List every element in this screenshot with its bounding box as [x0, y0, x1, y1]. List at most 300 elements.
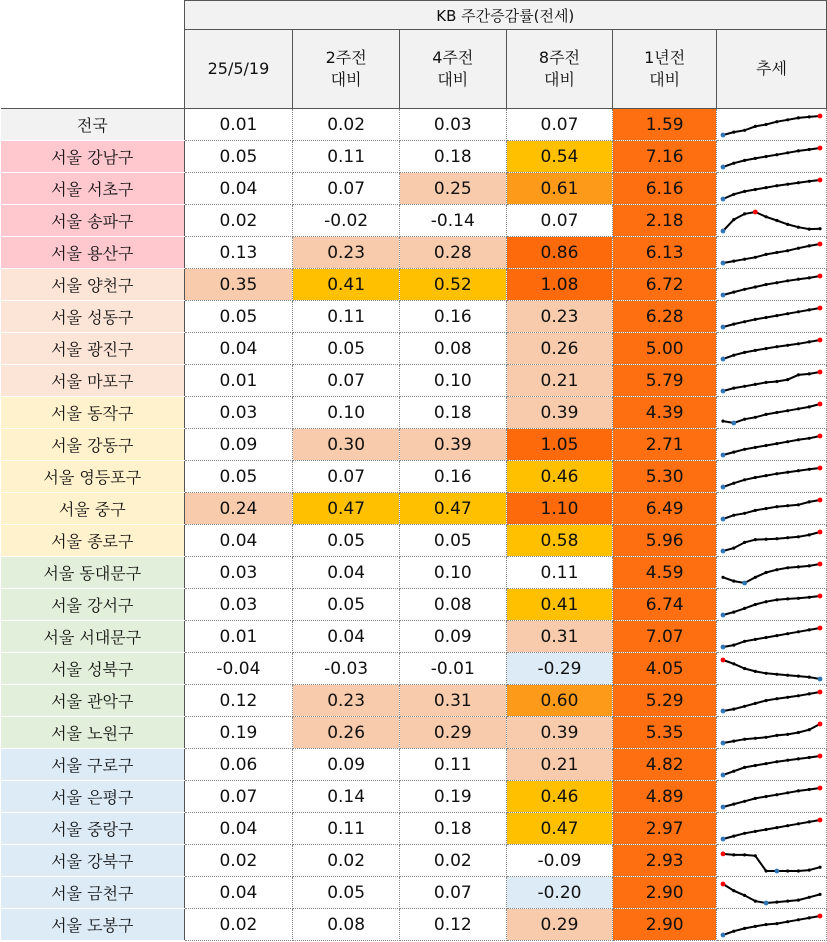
trend-point — [764, 283, 767, 286]
trend-point — [743, 351, 746, 354]
trend-point — [808, 148, 811, 151]
column-header-line: 대비 — [330, 70, 362, 89]
value-cell: 0.05 — [293, 877, 400, 909]
value-cell: 0.03 — [184, 397, 293, 429]
trend-cell — [716, 141, 826, 173]
trend-point — [797, 535, 800, 538]
value-cell: 7.07 — [613, 621, 717, 653]
trend-cell — [716, 781, 826, 813]
trend-point — [743, 738, 746, 741]
trend-point — [808, 228, 811, 231]
trend-point — [732, 611, 735, 614]
trend-point — [797, 630, 800, 633]
trend-point — [732, 218, 735, 221]
trend-high-point — [818, 274, 823, 279]
trend-sparkline — [717, 685, 826, 716]
trend-line — [723, 564, 820, 583]
trend-point — [754, 603, 757, 606]
value-cell: 5.79 — [613, 365, 717, 397]
trend-cell — [716, 269, 826, 301]
trend-low-point — [721, 229, 726, 234]
value-cell: -0.29 — [506, 653, 613, 685]
value-cell: 0.18 — [399, 141, 506, 173]
trend-cell — [716, 877, 826, 909]
trend-point — [743, 448, 746, 451]
region-label: 서울 성동구 — [1, 301, 185, 333]
trend-high-point — [818, 626, 823, 631]
column-header-line: 1년전 — [644, 48, 686, 67]
value-cell: 0.04 — [184, 877, 293, 909]
trend-line — [723, 212, 820, 231]
column-header-line: 추세 — [756, 59, 787, 78]
trend-cell — [716, 109, 826, 141]
trend-point — [775, 760, 778, 763]
region-label: 서울 성북구 — [1, 653, 185, 685]
value-cell: 0.08 — [399, 589, 506, 621]
value-cell: 0.25 — [399, 173, 506, 205]
trend-line — [723, 724, 820, 743]
trend-sparkline — [717, 109, 826, 140]
trend-point — [786, 249, 789, 252]
region-label: 서울 금천구 — [1, 877, 185, 909]
trend-point — [764, 636, 767, 639]
table-row — [1, 685, 827, 717]
table-row — [1, 365, 827, 397]
trend-point — [732, 740, 735, 743]
value-cell: 2.18 — [613, 205, 717, 237]
trend-point — [743, 541, 746, 544]
trend-sparkline — [717, 717, 826, 748]
trend-line — [723, 436, 820, 455]
value-cell: 0.01 — [184, 365, 293, 397]
trend-point — [797, 149, 800, 152]
trend-point — [754, 670, 757, 673]
trend-point — [743, 320, 746, 323]
value-cell: 0.47 — [506, 813, 613, 845]
trend-line — [723, 500, 820, 519]
trend-point — [732, 387, 735, 390]
region-label: 서울 강서구 — [1, 589, 185, 621]
trend-point — [808, 628, 811, 631]
value-cell: 0.09 — [184, 429, 293, 461]
value-cell: 4.59 — [613, 557, 717, 589]
trend-point — [764, 538, 767, 541]
trend-low-point — [721, 805, 726, 810]
value-cell: -0.20 — [506, 877, 613, 909]
table-row — [1, 525, 827, 557]
trend-point — [743, 832, 746, 835]
trend-sparkline — [717, 749, 826, 780]
trend-point — [743, 385, 746, 388]
region-label: 서울 강동구 — [1, 429, 185, 461]
trend-cell — [716, 909, 826, 941]
value-cell: 0.04 — [184, 333, 293, 365]
value-cell: 0.05 — [293, 333, 400, 365]
value-cell: 0.31 — [399, 685, 506, 717]
trend-point — [797, 731, 800, 734]
trend-point — [775, 598, 778, 601]
value-cell: 0.21 — [506, 749, 613, 781]
trend-point — [786, 378, 789, 381]
table-row — [1, 845, 827, 877]
trend-point — [786, 674, 789, 677]
trend-point — [764, 795, 767, 798]
column-header-line: 2주전 — [325, 48, 367, 67]
trend-point — [797, 694, 800, 697]
trend-line — [723, 116, 820, 135]
region-label: 서울 중구 — [1, 493, 185, 525]
value-cell: 0.23 — [506, 301, 613, 333]
value-cell: 6.16 — [613, 173, 717, 205]
trend-high-point — [818, 690, 823, 695]
trend-point — [797, 789, 800, 792]
trend-point — [797, 247, 800, 250]
trend-point — [808, 869, 811, 872]
value-cell: 0.07 — [506, 205, 613, 237]
trend-cell — [716, 749, 826, 781]
trend-point — [797, 407, 800, 410]
trend-low-point — [721, 165, 726, 170]
trend-point — [732, 803, 735, 806]
trend-point — [775, 826, 778, 829]
column-header-row — [1, 30, 827, 109]
trend-point — [786, 279, 789, 282]
corner-blank — [1, 1, 185, 30]
value-cell: 5.96 — [613, 525, 717, 557]
table-row — [1, 205, 827, 237]
trend-point — [808, 115, 811, 118]
trend-point — [764, 123, 767, 126]
trend-high-point — [818, 466, 823, 471]
region-label: 서울 구로구 — [1, 749, 185, 781]
value-cell: 0.41 — [506, 589, 613, 621]
trend-low-point — [721, 261, 726, 266]
value-cell: 0.19 — [399, 781, 506, 813]
trend-point — [754, 854, 757, 857]
value-cell: 0.54 — [506, 141, 613, 173]
trend-low-point — [731, 421, 736, 426]
table-row — [1, 749, 827, 781]
trend-sparkline — [717, 653, 826, 684]
table-row — [1, 397, 827, 429]
trend-point — [797, 503, 800, 506]
trend-point — [754, 446, 757, 449]
trend-sparkline — [717, 845, 826, 876]
trend-line — [723, 340, 820, 359]
trend-cell — [716, 717, 826, 749]
trend-line — [723, 854, 820, 871]
trend-low-point — [721, 293, 726, 298]
trend-point — [754, 576, 757, 579]
value-cell: 0.04 — [184, 525, 293, 557]
trend-low-point — [721, 613, 726, 618]
value-cell: 0.02 — [399, 845, 506, 877]
trend-point — [775, 345, 778, 348]
value-cell: -0.02 — [293, 205, 400, 237]
trend-point — [808, 756, 811, 759]
trend-point — [808, 692, 811, 695]
trend-point — [786, 824, 789, 827]
trend-point — [732, 889, 735, 892]
trend-point — [732, 662, 735, 665]
trend-point — [775, 568, 778, 571]
trend-point — [786, 183, 789, 186]
trend-high-point — [818, 530, 823, 535]
trend-line — [723, 788, 820, 807]
value-cell: 0.03 — [184, 557, 293, 589]
trend-point — [797, 116, 800, 119]
trend-high-point — [818, 146, 823, 151]
trend-sparkline — [717, 461, 826, 492]
table-row — [1, 493, 827, 525]
trend-line — [723, 276, 820, 295]
region-label: 서울 양천구 — [1, 269, 185, 301]
trend-cell — [716, 237, 826, 269]
trend-cell — [716, 845, 826, 877]
table-row — [1, 621, 827, 653]
trend-point — [754, 188, 757, 191]
trend-point — [764, 672, 767, 675]
column-header-2 — [399, 30, 506, 109]
value-cell: 0.04 — [293, 557, 400, 589]
trend-point — [808, 308, 811, 311]
value-cell: 0.46 — [506, 461, 613, 493]
trend-point — [786, 312, 789, 315]
value-cell: 0.01 — [184, 621, 293, 653]
trend-point — [808, 788, 811, 791]
value-cell: 0.02 — [184, 205, 293, 237]
trend-high-point — [818, 818, 823, 823]
trend-point — [775, 380, 778, 383]
trend-cell — [716, 589, 826, 621]
trend-point — [808, 596, 811, 599]
trend-point — [808, 180, 811, 183]
region-label: 서울 광진구 — [1, 333, 185, 365]
trend-point — [743, 607, 746, 610]
trend-low-point — [721, 549, 726, 554]
trend-point — [797, 869, 800, 872]
trend-point — [732, 131, 735, 134]
value-cell: 1.05 — [506, 429, 613, 461]
value-cell: 0.07 — [399, 877, 506, 909]
trend-point — [797, 757, 800, 760]
value-cell: 0.39 — [506, 397, 613, 429]
trend-low-point — [721, 645, 726, 650]
trend-high-point — [721, 658, 726, 663]
trend-point — [797, 278, 800, 281]
trend-high-point — [818, 594, 823, 599]
region-label: 서울 동대문구 — [1, 557, 185, 589]
trend-point — [775, 697, 778, 700]
trend-point — [786, 632, 789, 635]
trend-cell — [716, 621, 826, 653]
value-cell: 6.28 — [613, 301, 717, 333]
table-row — [1, 301, 827, 333]
region-label: 서울 종로구 — [1, 525, 185, 557]
region-label: 서울 마포구 — [1, 365, 185, 397]
value-cell: 4.82 — [613, 749, 717, 781]
trend-point — [786, 759, 789, 762]
trend-sparkline — [717, 557, 826, 588]
value-cell: 0.30 — [293, 429, 400, 461]
trend-point — [764, 699, 767, 702]
trend-low-point — [721, 389, 726, 394]
table-row — [1, 333, 827, 365]
trend-point — [808, 676, 811, 679]
trend-point — [743, 853, 746, 856]
value-cell: 0.26 — [293, 717, 400, 749]
trend-sparkline — [717, 397, 826, 428]
value-cell: 0.24 — [184, 493, 293, 525]
trend-point — [808, 405, 811, 408]
trend-high-point — [818, 722, 823, 727]
column-header-3 — [506, 30, 613, 109]
trend-point — [786, 344, 789, 347]
table-row — [1, 909, 827, 941]
trend-point — [808, 500, 811, 503]
trend-point — [775, 184, 778, 187]
table-row — [1, 781, 827, 813]
value-cell: 0.31 — [506, 621, 613, 653]
value-cell: -0.09 — [506, 845, 613, 877]
trend-cell — [716, 685, 826, 717]
trend-point — [732, 930, 735, 933]
value-cell: 2.71 — [613, 429, 717, 461]
trend-line — [723, 468, 820, 487]
trend-point — [786, 733, 789, 736]
value-cell: 0.03 — [184, 589, 293, 621]
value-cell: 0.47 — [399, 493, 506, 525]
trend-point — [743, 705, 746, 708]
trend-point — [754, 925, 757, 928]
trend-low-point — [721, 485, 726, 490]
value-cell: -0.01 — [399, 653, 506, 685]
trend-point — [797, 373, 800, 376]
trend-point — [775, 472, 778, 475]
trend-point — [808, 276, 811, 279]
table-body — [1, 109, 827, 941]
column-header-line: 8주전 — [538, 48, 581, 67]
value-cell: 0.39 — [399, 429, 506, 461]
region-label: 서울 영등포구 — [1, 461, 185, 493]
trend-point — [808, 916, 811, 919]
trend-cell — [716, 301, 826, 333]
trend-line — [723, 884, 820, 903]
value-cell: 4.89 — [613, 781, 717, 813]
trend-low-point — [721, 933, 726, 938]
trend-point — [808, 820, 811, 823]
trend-point — [732, 514, 735, 517]
value-cell: 0.09 — [293, 749, 400, 781]
trend-point — [732, 547, 735, 550]
value-cell: 0.02 — [184, 845, 293, 877]
trend-line — [723, 820, 820, 839]
region-label: 서울 강남구 — [1, 141, 185, 173]
trend-sparkline — [717, 429, 826, 460]
trend-cell — [716, 525, 826, 557]
trend-point — [743, 894, 746, 897]
trend-point — [808, 533, 811, 536]
value-cell: -0.03 — [293, 653, 400, 685]
value-cell: 0.52 — [399, 269, 506, 301]
trend-point — [754, 383, 757, 386]
trend-point — [808, 437, 811, 440]
trend-point — [754, 638, 757, 641]
trend-low-point — [721, 197, 726, 202]
trend-point — [797, 342, 800, 345]
trend-point — [732, 708, 735, 711]
value-cell: 0.18 — [399, 397, 506, 429]
trend-point — [764, 413, 767, 416]
table-row — [1, 109, 827, 141]
column-header-4 — [613, 30, 717, 109]
trend-point — [754, 476, 757, 479]
region-label: 서울 도봉구 — [1, 909, 185, 941]
trend-point — [786, 536, 789, 539]
trend-point — [797, 310, 800, 313]
trend-low-point — [764, 901, 769, 906]
value-cell: 0.46 — [506, 781, 613, 813]
trend-point — [786, 566, 789, 569]
trend-high-point — [818, 242, 823, 247]
trend-point — [754, 285, 757, 288]
trend-point — [797, 918, 800, 921]
value-cell: 0.21 — [506, 365, 613, 397]
trend-high-point — [721, 852, 726, 857]
trend-sparkline — [717, 877, 826, 908]
region-label: 서울 은평구 — [1, 781, 185, 813]
trend-point — [764, 253, 767, 256]
trend-high-point — [818, 306, 823, 311]
value-cell: 0.16 — [399, 461, 506, 493]
value-cell: 0.04 — [184, 813, 293, 845]
trend-sparkline — [717, 173, 826, 204]
region-label: 서울 중랑구 — [1, 813, 185, 845]
value-cell: 5.00 — [613, 333, 717, 365]
trend-low-point — [818, 677, 823, 682]
trend-sparkline — [717, 813, 826, 844]
trend-sparkline — [717, 525, 826, 556]
trend-point — [764, 444, 767, 447]
trend-line — [723, 180, 820, 199]
trend-point — [797, 181, 800, 184]
trend-sparkline — [717, 333, 826, 364]
trend-point — [743, 159, 746, 162]
trend-point — [743, 212, 746, 215]
table-row — [1, 461, 827, 493]
value-cell: 0.14 — [293, 781, 400, 813]
trend-sparkline — [717, 365, 826, 396]
trend-cell — [716, 653, 826, 685]
trend-point — [808, 372, 811, 375]
trend-cell — [716, 493, 826, 525]
value-cell: 0.10 — [293, 397, 400, 429]
trend-point — [743, 418, 746, 421]
trend-point — [775, 922, 778, 925]
trend-point — [808, 564, 811, 567]
trend-point — [764, 474, 767, 477]
table-row — [1, 141, 827, 173]
trend-cell — [716, 813, 826, 845]
trend-point — [797, 675, 800, 678]
value-cell: 0.05 — [184, 461, 293, 493]
trend-point — [786, 223, 789, 226]
trend-point — [754, 349, 757, 352]
trend-point — [754, 702, 757, 705]
trend-point — [732, 260, 735, 263]
value-cell: 0.13 — [184, 237, 293, 269]
trend-point — [732, 580, 735, 583]
